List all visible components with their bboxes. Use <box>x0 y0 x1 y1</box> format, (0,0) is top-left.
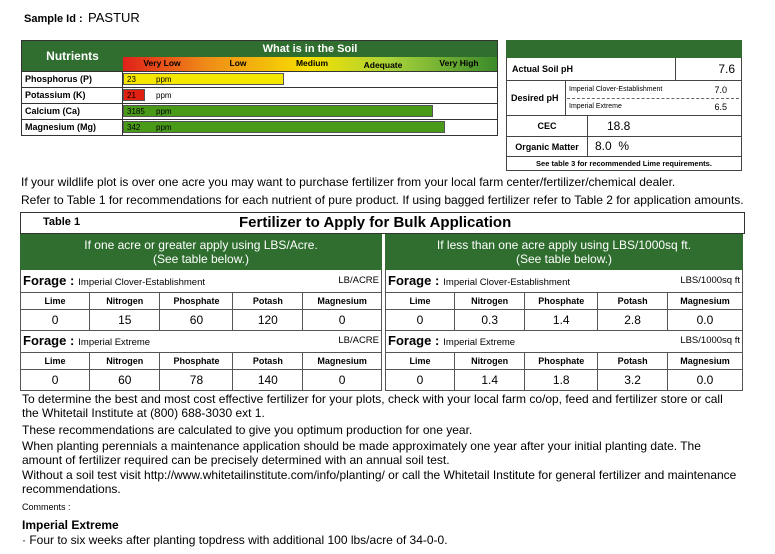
nutrient-level-bar <box>123 121 445 133</box>
forage-nutrient-table <box>385 292 743 331</box>
actual-ph-row <box>506 58 742 81</box>
scale-low: Low <box>229 58 247 68</box>
column-header: Lime <box>21 293 90 310</box>
forage-label: Forage : <box>23 333 75 348</box>
nutrient-amount: 0 <box>303 370 382 391</box>
column-header: Nitrogen <box>90 293 160 310</box>
forage-name: Imperial Extreme <box>78 337 151 348</box>
nutrient-value: 23 <box>127 75 136 84</box>
nutrient-amount: 0 <box>21 370 90 391</box>
nutrient-amount: 120 <box>233 310 303 331</box>
nutrient-name: Magnesium (Mg) <box>25 122 96 132</box>
forage-name: Imperial Clover-Establishment <box>78 277 206 288</box>
column-header: Lime <box>386 293 455 310</box>
scale-adequate: Adequate <box>363 60 403 70</box>
scale-very-high: Very High <box>439 58 479 68</box>
column-header: Phosphate <box>160 353 233 370</box>
organic-matter-label: Organic Matter <box>515 142 579 152</box>
desired-ph-value-2: 6.5 <box>714 102 727 112</box>
sample-id-label: Sample Id : <box>24 13 83 25</box>
nutrient-unit: ppm <box>156 91 172 100</box>
nutrient-value: 21 <box>127 91 136 100</box>
note-optimum: These recommendations are calculated to give you optimum production for one year. <box>22 423 473 437</box>
comments-label: Comments : <box>22 502 71 512</box>
forage-label: Forage : <box>388 273 440 288</box>
column-header: Potash <box>233 353 303 370</box>
forage-unit: LBS/1000sq ft <box>680 335 740 346</box>
desired-ph-forage-2: Imperial Extreme <box>569 103 622 110</box>
panel-subheader-line: (See table below.) <box>152 252 250 266</box>
intro-line-2: Refer to Table 1 for recommendations for each nutrient of pure product. If using bagged fertilizer refer to Table 2 for application amounts. <box>21 193 744 207</box>
sample-id-value: PASTUR <box>88 10 140 25</box>
panel-header <box>385 234 743 270</box>
column-header: Nitrogen <box>455 353 525 370</box>
forage-name: Imperial Clover-Establishment <box>443 277 571 288</box>
desired-ph-value-1: 7.0 <box>714 85 727 95</box>
column-header: Phosphate <box>160 293 233 310</box>
nutrient-amount: 0.0 <box>667 370 742 391</box>
panel-header-line: If less than one acre apply using LBS/1000sq ft. <box>436 238 692 252</box>
nutrient-name: Calcium (Ca) <box>25 106 81 116</box>
forage-nutrient-table <box>20 292 382 331</box>
column-header: Lime <box>21 353 90 370</box>
nutrients-header: Nutrients <box>22 41 123 71</box>
forage-unit: LBS/1000sq ft <box>680 275 740 286</box>
panel-subheader-line: (See table below.) <box>515 252 613 266</box>
nutrient-amount: 140 <box>233 370 303 391</box>
nutrient-level-bar <box>123 105 433 117</box>
nutrient-row <box>22 87 497 104</box>
nutrient-amount: 0.0 <box>667 310 742 331</box>
column-header: Potash <box>598 293 668 310</box>
cec-label: CEC <box>537 121 557 131</box>
column-header: Nitrogen <box>455 293 525 310</box>
column-header: Nitrogen <box>90 353 160 370</box>
forage-row <box>385 270 743 293</box>
cec-value: 18.8 <box>607 119 631 133</box>
nutrient-unit: ppm <box>156 123 172 132</box>
nutrient-row <box>22 119 497 136</box>
forage-row <box>20 330 382 353</box>
actual-ph-value: 7.6 <box>718 62 735 76</box>
organic-matter-value: 8.0 % <box>595 139 630 153</box>
table-1-title: Fertilizer to Apply for Bulk Application <box>239 214 512 231</box>
nutrient-amount: 1.8 <box>525 370 598 391</box>
column-header: Magnesium <box>303 353 382 370</box>
desired-ph-label: Desired pH <box>511 93 559 103</box>
scale-medium: Medium <box>295 58 329 68</box>
forage-unit: LB/ACRE <box>338 335 379 346</box>
column-header: Lime <box>386 353 455 370</box>
lime-note: See table 3 for recommended Lime requirements. <box>506 157 742 171</box>
forage-unit: LB/ACRE <box>338 275 379 286</box>
nutrient-value: 3185 <box>127 107 145 116</box>
comments-bullet: · Four to six weeks after planting topdress with additional 100 lbs/acre of 34-0-0. <box>22 533 448 547</box>
nutrient-amount: 60 <box>160 310 233 331</box>
nutrient-name: Potassium (K) <box>25 90 86 100</box>
forage-row <box>385 330 743 353</box>
nutrient-amount: 78 <box>160 370 233 391</box>
nutrient-amount: 15 <box>90 310 160 331</box>
nutrient-unit: ppm <box>156 75 172 84</box>
ph-table <box>506 40 742 170</box>
cec-row <box>506 116 742 137</box>
nutrient-amount: 0 <box>21 310 90 331</box>
forage-label: Forage : <box>23 273 75 288</box>
nutrient-amount: 3.2 <box>598 370 668 391</box>
note-perennials: When planting perennials a maintenance application should be made approximately one year after your initial planting date. The amount of fertilizer required can be precisely determined with an annual soil test. <box>22 439 701 467</box>
nutrient-amount: 1.4 <box>455 370 525 391</box>
desired-ph-row <box>506 81 742 116</box>
desired-ph-forage-1: Imperial Clover-Establishment <box>569 86 663 93</box>
nutrient-row <box>22 71 497 88</box>
organic-matter-row <box>506 137 742 157</box>
nutrient-amount: 2.8 <box>598 310 668 331</box>
actual-ph-label: Actual Soil pH <box>512 64 574 74</box>
panel-header <box>20 234 382 270</box>
ph-table-header <box>506 40 742 58</box>
nutrient-name: Phosphorus (P) <box>25 74 92 84</box>
table-1-title-row <box>20 212 745 234</box>
column-header: Phosphate <box>525 293 598 310</box>
what-in-soil-header: What is in the Soil <box>123 41 497 57</box>
forage-nutrient-table <box>385 352 743 391</box>
table-1 <box>20 212 745 390</box>
forage-nutrient-table <box>20 352 382 391</box>
column-header: Potash <box>233 293 303 310</box>
nutrient-value: 342 <box>127 123 141 132</box>
note-no-soil-test: Without a soil test visit http://www.whitetailinstitute.com/info/planting/ or call the Whitetail Institute for general fertilizer and maintenance recommendations. <box>22 468 737 496</box>
forage-label: Forage : <box>388 333 440 348</box>
nutrient-amount: 0 <box>386 310 455 331</box>
column-header: Magnesium <box>667 353 742 370</box>
nutrient-amount: 0.3 <box>455 310 525 331</box>
panel-header-line: If one acre or greater apply using LBS/Acre. <box>84 238 318 252</box>
soil-nutrient-table <box>21 40 498 136</box>
forage-row <box>20 270 382 293</box>
column-header: Magnesium <box>667 293 742 310</box>
sample-id <box>24 10 140 25</box>
nutrient-unit: ppm <box>156 107 172 116</box>
column-header: Magnesium <box>303 293 382 310</box>
table-1-label: Table 1 <box>43 216 81 228</box>
nutrient-amount: 0 <box>303 310 382 331</box>
scale-very-low: Very Low <box>143 58 181 68</box>
column-header: Phosphate <box>525 353 598 370</box>
level-scale <box>123 57 497 71</box>
forage-name: Imperial Extreme <box>443 337 516 348</box>
note-cost-effective: To determine the best and most cost effective fertilizer for your plots, check with your local farm co/op, feed and fertilizer store or call the Whitetail Institute at (800) 688-3030 ext 1. <box>22 392 723 420</box>
nutrient-amount: 0 <box>386 370 455 391</box>
column-header: Potash <box>598 353 668 370</box>
nutrient-amount: 1.4 <box>525 310 598 331</box>
nutrient-level-bar <box>123 73 284 85</box>
nutrient-level-bar <box>123 89 172 101</box>
comments-heading: Imperial Extreme <box>22 518 119 532</box>
intro-line-1: If your wildlife plot is over one acre you may want to purchase fertilizer from your local farm center/fertilizer/chemical dealer. <box>21 175 676 189</box>
nutrient-row <box>22 103 497 120</box>
nutrient-amount: 60 <box>90 370 160 391</box>
